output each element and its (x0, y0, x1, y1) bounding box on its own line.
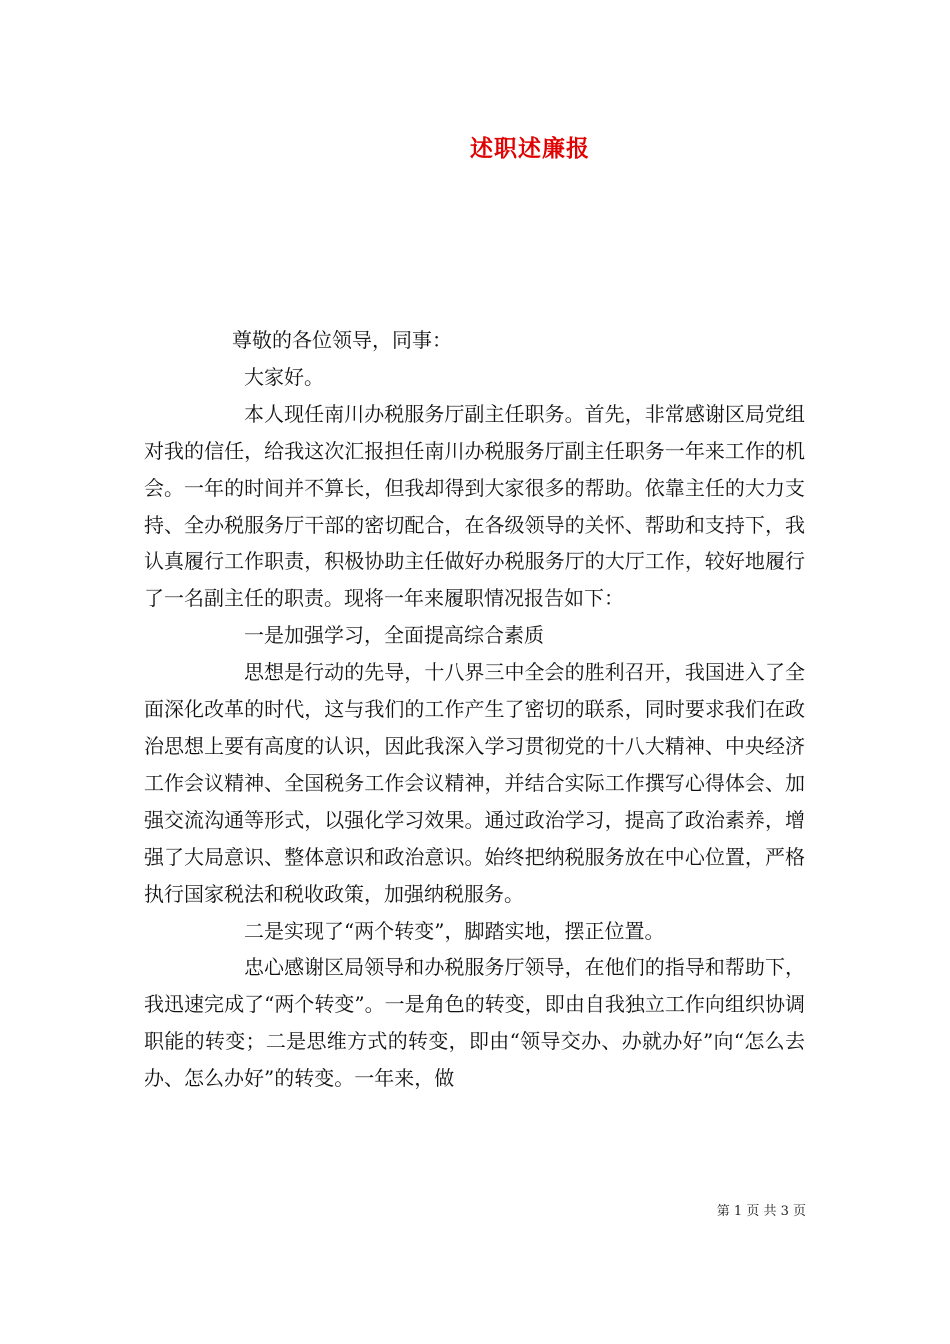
section-heading-2: 二是实现了“两个转变”，脚踏实地，摆正位置。 (244, 918, 665, 943)
section-heading-1: 一是加强学习，全面提高综合素质 (244, 623, 544, 648)
paragraph-transformation: 忠心感谢区局领导和办税服务厅领导，在他们的指导和帮助下，我迅速完成了“两个转变”。一是角色的转变，即由自我独立工作向组织协调职能的转变；二是思维方式的转变，即由“领导交办、办就办好”向“怎么去办、怎么办好”的转变。一年来，做 (144, 955, 805, 1091)
document-title: 述职述廉报 (470, 135, 590, 162)
salutation: 尊敬的各位领导，同事： (232, 328, 452, 352)
greeting: 大家好。 (244, 364, 324, 389)
paragraph-intro: 本人现任南川办税服务厅副主任职务。首先，非常感谢区局党组对我的信任，给我这次汇报担任南川办税服务厅副主任职务一年来工作的机会。一年的时间并不算长，但我却得到大家很多的帮助。依靠主任的大力支持、全办税服务厅干部的密切配合，在各级领导的关怀、帮助和支持下，我认真履行工作职责，积极协助主任做好办税服务厅的大厅工作，较好地履行了一名副主任的职责。现将一年来履职情况报告如下： (144, 401, 805, 611)
page-number-footer: 第 1 页 共 3 页 (716, 1204, 806, 1219)
paragraph-study: 思想是行动的先导，十八界三中全会的胜利召开，我国进入了全面深化改革的时代，这与我们的工作产生了密切的联系，同时要求我们在政治思想上要有高度的认识，因此我深入学习贯彻党的十八大精神、中央经济工作会议精神、全国税务工作会议精神，并结合实际工作撰写心得体会、加强交流沟通等形式，以强化学习效果。通过政治学习，提高了政治素养，增强了大局意识、整体意识和政治意识。始终把纳税服务放在中心位置，严格执行国家税法和税收政策，加强纳税服务。 (144, 660, 805, 906)
document-body (144, 322, 805, 1097)
